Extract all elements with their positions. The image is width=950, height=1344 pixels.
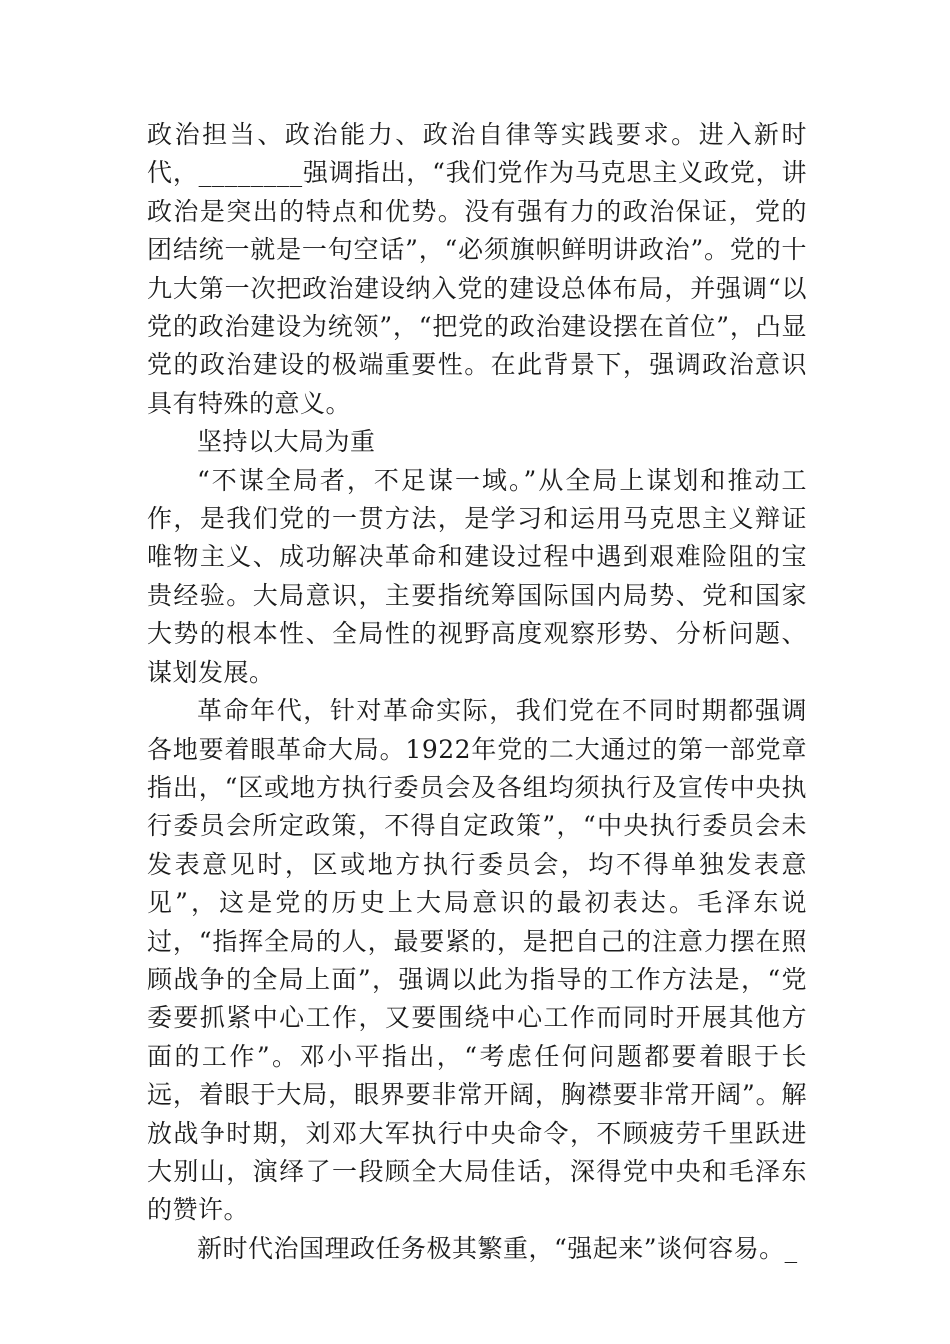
paragraph-text: 政治担当、政治能力、政治自律等实践要求。进入新时代， bbox=[147, 120, 807, 188]
document-body bbox=[147, 116, 807, 1268]
paragraph-text: 强调指出，“我们党作为马克思主义政党，讲政治是突出的特点和优势。没有强有力的政治保证，党的团结统一就是一句空话”，“必须旗帜鲜明讲政治”。党的十九大第一次把政治建设纳入党的建设总体布局，并强调“以党的政治建设为统领”，“把党的政治建设摆在首位”，凸显党的政治建设的极端重要性。在此背景下，强调政治意识具有特殊的意义。 bbox=[147, 158, 807, 418]
paragraph-text: 新时代治国理政任务极其繁重，“强起来”谈何容易。 bbox=[197, 1233, 785, 1263]
section-heading: 坚持以大局为重 bbox=[197, 427, 376, 457]
paragraph bbox=[147, 1230, 807, 1268]
fill-in-blank: ________ bbox=[198, 158, 303, 188]
paragraph: 革命年代，针对革命实际，我们党在不同时期都强调各地要着眼革命大局。1922年党的二大通过的第一部党章指出，“区或地方执行委员会及各组均须执行及宣传中央执行委员会所定政策，不得自定政策”，“中央执行委员会未发表意见时，区或地方执行委员会，均不得单独发表意见”，这是党的历史上大局意识的最初表达。毛泽东说过，“指挥全局的人，最要紧的，是把自己的注意力摆在照顾战争的全局上面”，强调以此为指导的工作方法是，“党委要抓紧中心工作，又要围绕中心工作而同时开展其他方面的工作”。邓小平指出，“考虑任何问题都要着眼于长远，着眼于大局，眼界要非常开阔，胸襟要非常开阔”。解放战争时期，刘邓大军执行中央命令，不顾疲劳千里跃进大别山，演绎了一段顾全大局佳话，深得党中央和毛泽东的赞许。 bbox=[147, 696, 807, 1225]
fill-in-blank: _ bbox=[784, 1233, 798, 1263]
paragraph: “不谋全局者，不足谋一域。”从全局上谋划和推动工作，是我们党的一贯方法，是学习和运用马克思主义辩证唯物主义、成功解决革命和建设过程中遇到艰难险阻的宝贵经验。大局意识，主要指统筹国际国内局势、党和国家大势的根本性、全局性的视野高度观察形势、分析问题、谋划发展。 bbox=[147, 465, 807, 687]
paragraph-continuation bbox=[147, 116, 807, 423]
